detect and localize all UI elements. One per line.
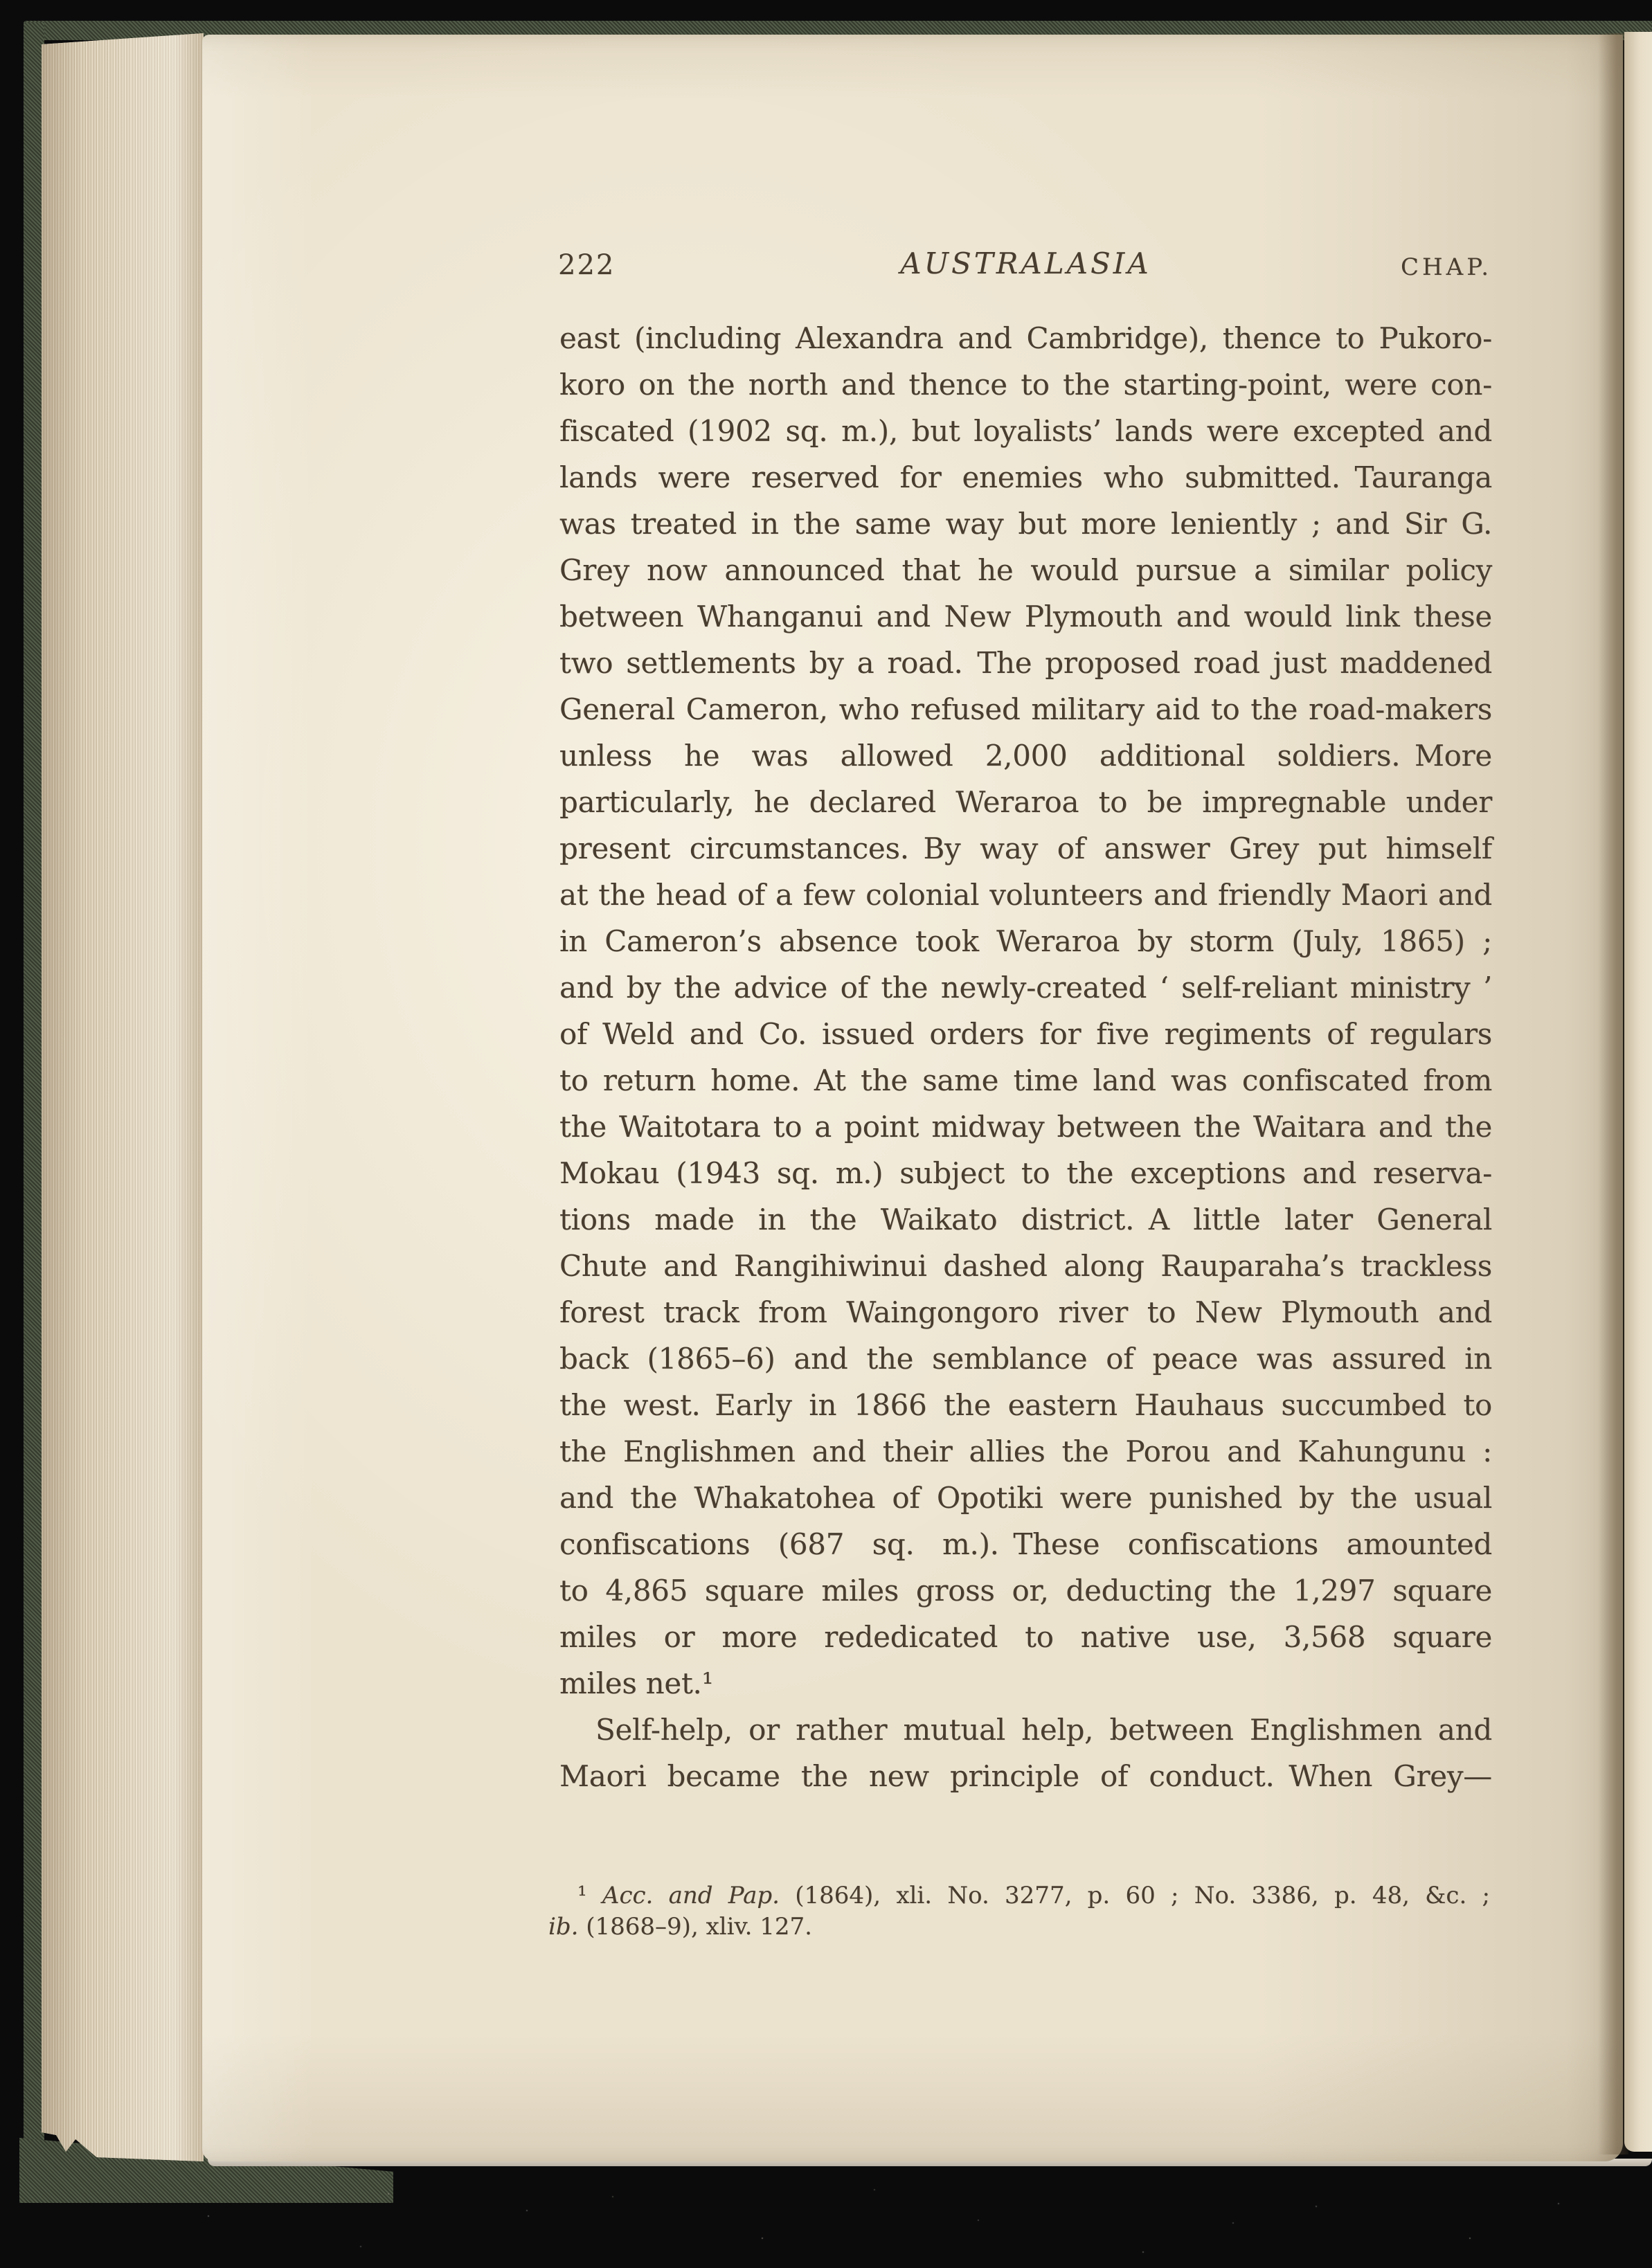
body-line: Grey now announced that he would pursue a similar policy xyxy=(559,553,1492,587)
body-line: lands were reserved for enemies who submitted. Tauranga xyxy=(559,460,1492,494)
body-line: Self-help, or rather mutual help, between Englishmen and xyxy=(595,1713,1492,1747)
body-line: the Englishmen and their allies the Porou and Kahungunu : xyxy=(559,1434,1492,1468)
page-number: 222 xyxy=(558,249,616,281)
body-line: miles or more rededicated to native use, 3,568 square xyxy=(559,1620,1492,1654)
footnote-text: (1864), xli. No. 3277, p. 60 ; No. 3386, p. 48, &c. ; xyxy=(779,1882,1490,1909)
body-line: present circumstances. By way of answer Grey put himself xyxy=(559,831,1492,865)
body-line: between Whanganui and New Plymouth and would link these xyxy=(559,600,1492,633)
body-line: Maori became the new principle of conduct. When Grey— xyxy=(559,1759,1492,1793)
chapter-label: CHAP. xyxy=(1400,253,1492,281)
footnote-text: ¹ xyxy=(577,1882,602,1909)
body-line: particularly, he declared Weraroa to be impregnable under xyxy=(559,785,1492,819)
body-line: Mokau (1943 sq. m.) subject to the exceptions and reserva- xyxy=(559,1156,1492,1190)
body-line: of Weld and Co. issued orders for five regiments of regulars xyxy=(559,1017,1492,1051)
body-line: was treated in the same way but more leniently ; and Sir G. xyxy=(559,507,1492,541)
footnote-citation: ib. xyxy=(548,1913,579,1941)
body-line: tions made in the Waikato district. A little later General xyxy=(559,1203,1492,1236)
body-line: at the head of a few colonial volunteers and friendly Maori and xyxy=(559,878,1492,912)
body-line: in Cameron’s absence took Weraroa by storm (July, 1865) ; xyxy=(559,924,1492,958)
body-line: koro on the north and thence to the starting-point, were con- xyxy=(559,368,1492,402)
body-line: and the Whakatohea of Opotiki were punished by the usual xyxy=(559,1481,1492,1515)
footnote-line xyxy=(548,1911,1490,1943)
body-line: unless he was allowed 2,000 additional soldiers. More xyxy=(559,739,1492,773)
facing-page-sliver xyxy=(1624,32,1652,2152)
body-line: east (including Alexandra and Cambridge), thence to Pukoro- xyxy=(559,321,1492,355)
dust-specks xyxy=(0,0,1,1)
body-text xyxy=(559,315,1492,1799)
page-edge-stack xyxy=(42,33,204,2161)
footnote xyxy=(548,1880,1490,1943)
running-title: AUSTRALASIA xyxy=(900,246,1151,280)
body-line: confiscations (687 sq. m.). These confiscations amounted xyxy=(559,1527,1492,1561)
book-cover-left-edge xyxy=(24,22,44,2196)
footnote-citation: Acc. and Pap. xyxy=(602,1882,780,1909)
body-line: the west. Early in 1866 the eastern Hauhaus succumbed to xyxy=(559,1388,1492,1422)
body-line: the Waitotara to a point midway between the Waitara and the xyxy=(559,1110,1492,1144)
body-line: fiscated (1902 sq. m.), but loyalists’ lands were excepted and xyxy=(559,414,1492,448)
body-line: to 4,865 square miles gross or, deducting the 1,297 square xyxy=(559,1574,1492,1608)
body-line: General Cameron, who refused military aid to the road-makers xyxy=(559,692,1492,726)
body-line: back (1865–6) and the semblance of peace was assured in xyxy=(559,1342,1492,1376)
body-line: forest track from Waingongoro river to New Plymouth and xyxy=(559,1295,1492,1329)
body-line: to return home. At the same time land was confiscated from xyxy=(559,1063,1492,1097)
body-line: Chute and Rangihiwinui dashed along Rauparaha’s trackless xyxy=(559,1249,1492,1283)
footnote-text: (1868–9), xliv. 127. xyxy=(578,1913,812,1941)
body-line: and by the advice of the newly-created ‘ self-reliant ministry ’ xyxy=(559,971,1492,1005)
body-line: miles net.¹ xyxy=(559,1666,714,1700)
body-line: two settlements by a road. The proposed road just maddened xyxy=(559,646,1492,680)
footnote-line xyxy=(548,1880,1490,1911)
